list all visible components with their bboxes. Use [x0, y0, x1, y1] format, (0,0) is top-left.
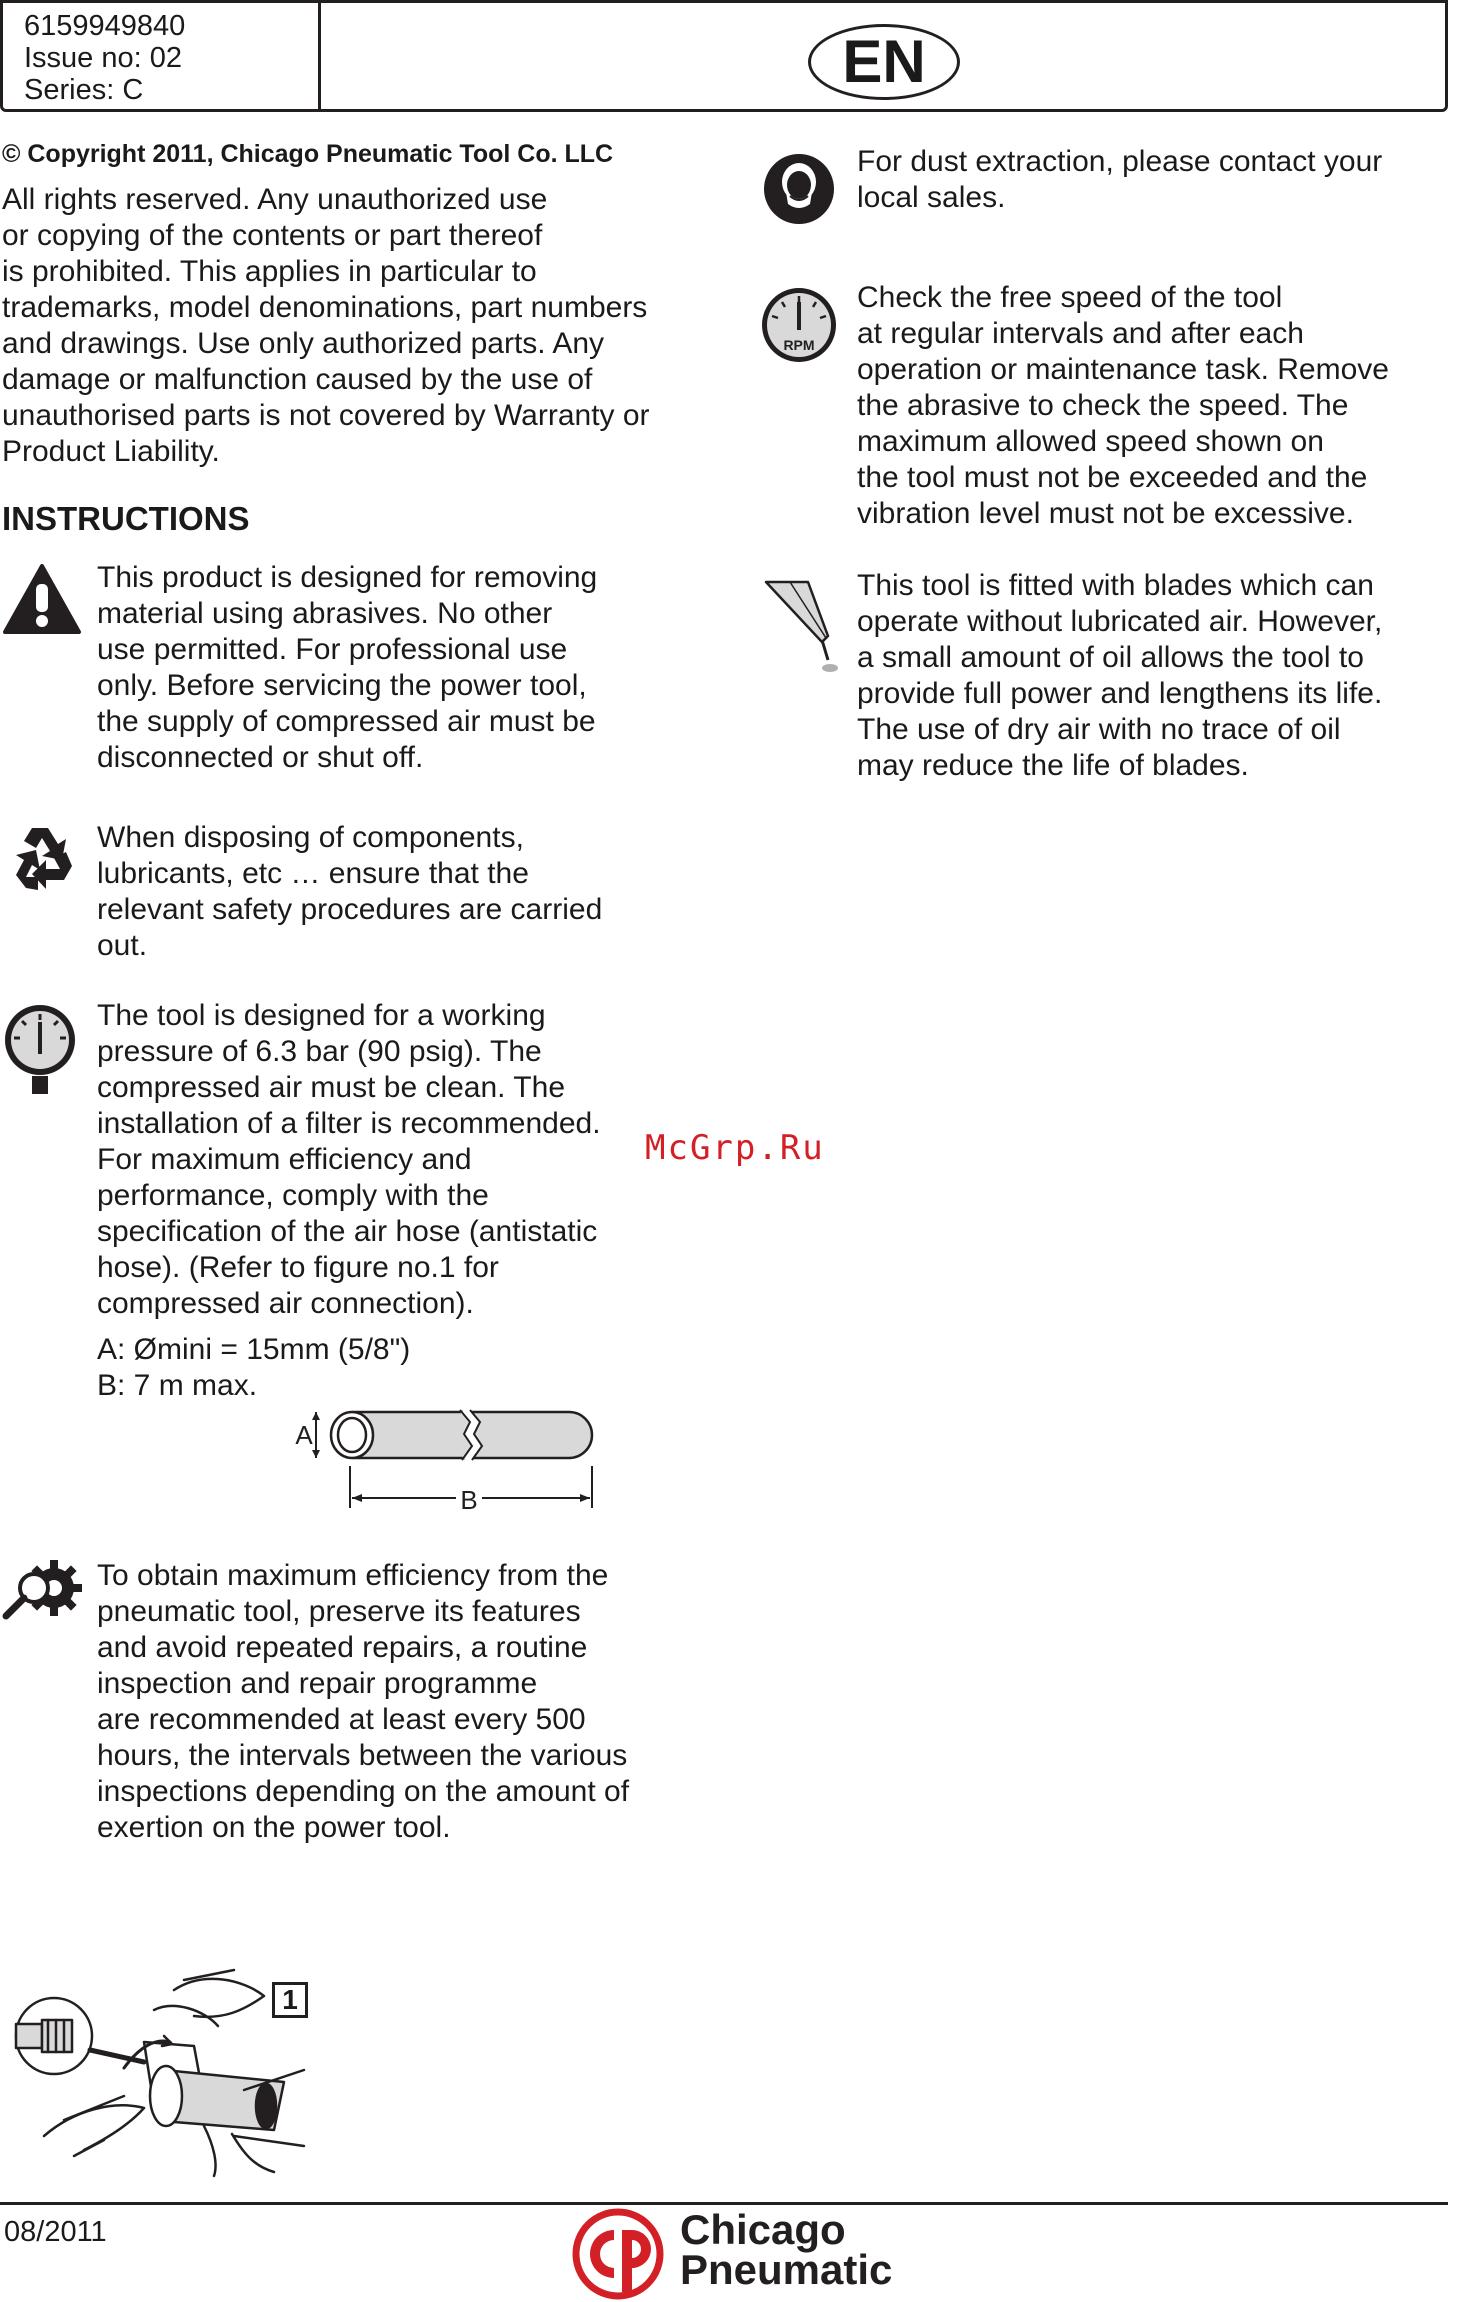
text-line: installation of a filter is recommended.	[97, 1107, 601, 1140]
text-line: compressed air must be clean. The	[97, 1071, 566, 1104]
text-line: vibration level must not be excessive.	[857, 497, 1354, 530]
text-line: When disposing of components,	[97, 821, 524, 854]
text-line: For maximum efficiency and	[97, 1143, 472, 1176]
chicago-pneumatic-logo	[572, 2208, 664, 2300]
hose-label-b: B	[460, 1485, 478, 1510]
rights-line: trademarks, model denominations, part numbers	[2, 291, 648, 324]
text-line: provide full power and lengthens its life.	[857, 677, 1383, 710]
text-line: material using abrasives. No other	[97, 597, 553, 630]
doc-number: 6159949840	[24, 10, 186, 42]
text-line: inspection and repair programme	[97, 1667, 538, 1700]
hose-spec-b: B: 7 m max.	[97, 1369, 258, 1402]
brand-name	[680, 2206, 893, 2293]
hose-label-a: A	[295, 1420, 313, 1450]
header-divider	[318, 0, 321, 112]
text-line: performance, comply with the	[97, 1179, 489, 1212]
rights-line: damage or malfunction caused by the use of	[2, 363, 593, 396]
text-line: relevant safety procedures are carried	[97, 893, 603, 926]
rights-line: or copying of the contents or part thereof	[2, 219, 543, 252]
dust-text	[857, 144, 1382, 216]
text-line: pneumatic tool, preserve its features	[97, 1595, 581, 1628]
text-line: and avoid repeated repairs, a routine	[97, 1631, 588, 1664]
text-line: compressed air connection).	[97, 1287, 474, 1320]
text-line: the supply of compressed air must be	[97, 705, 596, 738]
text-line: To obtain maximum efficiency from the	[97, 1559, 609, 1592]
text-line: out.	[97, 929, 148, 962]
text-line: lubricants, etc … ensure that the	[97, 857, 529, 890]
brand-line-2: Pneumatic	[680, 2246, 893, 2293]
text-line: may reduce the life of blades.	[857, 749, 1249, 782]
text-line: hours, the intervals between the various	[97, 1739, 628, 1772]
series: Series: C	[24, 74, 144, 106]
text-line: hose). (Refer to figure no.1 for	[97, 1251, 499, 1284]
text-line: operate without lubricated air. However,	[857, 605, 1383, 638]
text-line: exertion on the power tool.	[97, 1811, 451, 1844]
pressure-text	[97, 998, 601, 1404]
footer-date: 08/2011	[4, 2216, 107, 2248]
oil-text	[857, 568, 1382, 784]
recycle-text	[97, 820, 602, 964]
pressure-gauge-icon	[2, 1002, 78, 1096]
text-line: only. Before servicing the power tool,	[97, 669, 587, 702]
text-line: This product is designed for removing	[97, 561, 598, 594]
text-line: specification of the air hose (antistatic	[97, 1215, 598, 1248]
air-connection-figure	[4, 1950, 314, 2180]
rpm-label: RPM	[783, 337, 815, 353]
maintenance-icon	[2, 1558, 84, 1622]
text-line: inspections depending on the amount of	[97, 1775, 630, 1808]
figure-number: 1	[272, 1982, 308, 2018]
rights-line: is prohibited. This applies in particular to	[2, 255, 537, 288]
dust-mask-icon	[762, 152, 836, 226]
issue-number: Issue no: 02	[24, 42, 182, 74]
header-box	[0, 0, 1448, 112]
text-line: at regular intervals and after each	[857, 317, 1304, 350]
watermark: McGrp.Ru	[645, 1128, 825, 1168]
text-line: the abrasive to check the speed. The	[857, 389, 1349, 422]
rights-line: All rights reserved. Any unauthorized use	[2, 183, 548, 216]
rights-line: unauthorised parts is not covered by Warranty or	[2, 399, 650, 432]
text-line: are recommended at least every 500	[97, 1703, 586, 1736]
rights-line: Product Liability.	[2, 435, 220, 468]
hose-diagram	[280, 1400, 610, 1510]
text-line: Check the free speed of the tool	[857, 281, 1283, 314]
copyright: © Copyright 2011, Chicago Pneumatic Tool Co. LLC	[2, 140, 614, 168]
speed-text	[857, 280, 1389, 532]
text-line: operation or maintenance task. Remove	[857, 353, 1389, 386]
warning-text	[97, 560, 597, 776]
recycle-icon	[2, 822, 78, 898]
rights-text	[2, 182, 650, 470]
rpm-gauge-icon	[760, 286, 838, 364]
text-line: disconnected or shut off.	[97, 741, 424, 774]
rights-line: and drawings. Use only authorized parts. Any	[2, 327, 605, 360]
text-line: maximum allowed speed shown on	[857, 425, 1324, 458]
text-line: local sales.	[857, 181, 1006, 214]
hose-spec-a: A: Ømini = 15mm (5/8")	[97, 1333, 411, 1366]
instructions-heading: INSTRUCTIONS	[2, 500, 250, 537]
brand-line-1: Chicago	[680, 2206, 846, 2253]
footer-divider	[0, 2202, 1448, 2205]
text-line: The tool is designed for a working	[97, 999, 546, 1032]
text-line: For dust extraction, please contact your	[857, 145, 1383, 178]
text-line: use permitted. For professional use	[97, 633, 568, 666]
text-line: the tool must not be exceeded and the	[857, 461, 1368, 494]
text-line: a small amount of oil allows the tool to	[857, 641, 1364, 674]
text-line: The use of dry air with no trace of oil	[857, 713, 1341, 746]
warning-icon	[2, 562, 82, 636]
text-line: This tool is fitted with blades which can	[857, 569, 1374, 602]
text-line: pressure of 6.3 bar (90 psig). The	[97, 1035, 542, 1068]
language-badge: EN	[808, 24, 960, 100]
oil-can-icon	[762, 576, 842, 676]
maintenance-text	[97, 1558, 629, 1846]
